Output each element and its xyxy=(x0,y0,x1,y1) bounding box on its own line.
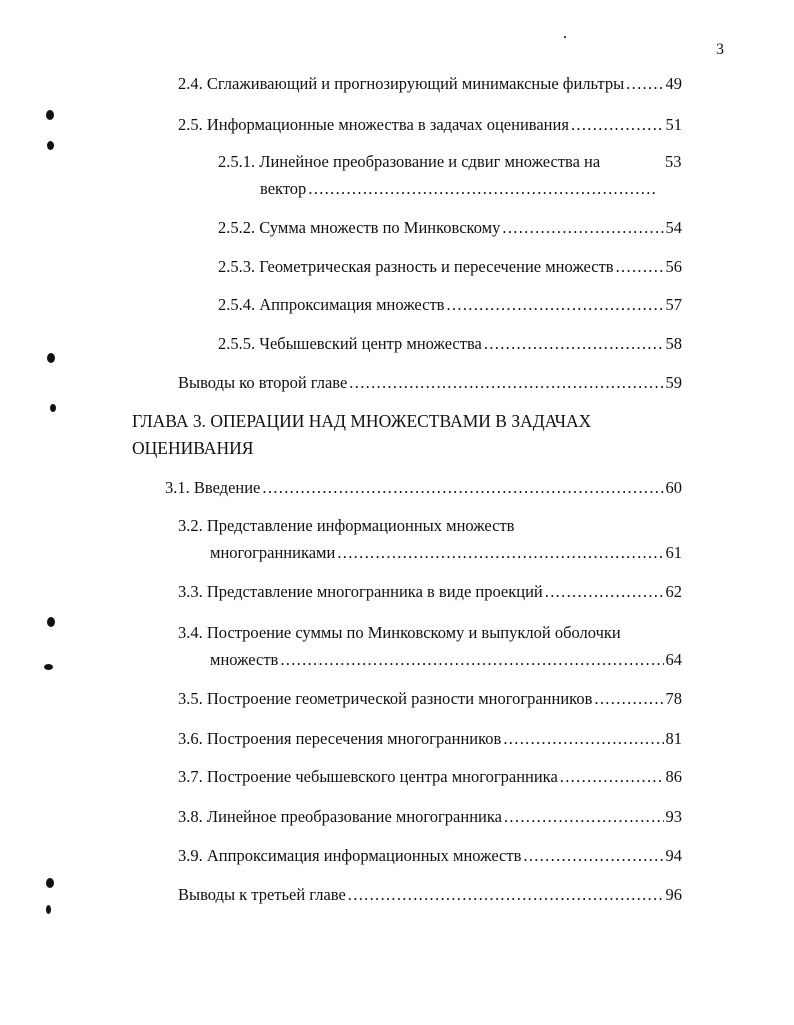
toc-title: 3.7. Построение чебышевского центра многогранника xyxy=(178,767,558,786)
toc-entry-3-4 xyxy=(210,650,682,670)
scan-speck xyxy=(46,905,51,914)
toc-entry-2-4 xyxy=(178,74,682,94)
toc-entry-2-5-4 xyxy=(218,295,682,315)
toc-title-cont: многогранниками xyxy=(210,543,336,562)
toc-title: 2.5.3. Геометрическая разность и пересечение множеств xyxy=(218,257,614,276)
toc-page: 64 xyxy=(665,650,682,669)
toc-page: 78 xyxy=(665,689,682,708)
toc-title: 2.5.1. Линейное преобразование и сдвиг множества на xyxy=(218,152,601,171)
toc-title: 3.2. Представление информационных множеств xyxy=(178,516,515,535)
toc-title: Выводы ко второй главе xyxy=(178,373,348,392)
toc-entry-2-5-5 xyxy=(218,334,682,354)
chapter-heading-cont: ОЦЕНИВАНИЯ xyxy=(132,438,254,458)
toc-title: 3.1. Введение xyxy=(165,478,261,497)
toc-page: 96 xyxy=(665,885,682,904)
scan-speck xyxy=(564,36,566,38)
toc-entry-2-5-3 xyxy=(218,257,682,277)
toc-page: 62 xyxy=(665,582,682,601)
toc-page: 86 xyxy=(665,767,682,786)
toc-entry-3-7 xyxy=(178,767,682,787)
toc-title: 3.4. Построение суммы по Минковскому и выпуклой оболочки xyxy=(178,623,621,642)
scan-speck xyxy=(46,878,54,888)
toc-page: 93 xyxy=(665,807,682,826)
toc-entry-3-3 xyxy=(178,582,682,602)
toc-title-cont: множеств xyxy=(210,650,279,669)
toc-title: 3.6. Построения пересечения многогранников xyxy=(178,729,502,748)
toc-entry-3-1 xyxy=(165,478,682,498)
toc-entry-3-9 xyxy=(178,846,682,866)
toc-page: 53 xyxy=(665,152,682,171)
scan-speck xyxy=(47,617,55,627)
toc-page: 58 xyxy=(665,334,682,353)
toc-entry-2-5-1-cont xyxy=(260,179,660,199)
toc-page: 61 xyxy=(665,543,682,562)
toc-page: 54 xyxy=(665,218,682,237)
page-number: 3 xyxy=(716,41,724,58)
toc-title: 2.4. Сглаживающий и прогнозирующий минимаксные фильтры xyxy=(178,74,625,93)
scan-speck xyxy=(50,404,56,412)
toc-title: 2.5.4. Аппроксимация множеств xyxy=(218,295,445,314)
toc-page: 94 xyxy=(665,846,682,865)
toc-title: 2.5.2. Сумма множеств по Минковскому xyxy=(218,218,501,237)
scan-speck xyxy=(46,110,54,120)
toc-entry-3-2 xyxy=(210,543,682,563)
toc-page: 49 xyxy=(665,74,682,93)
toc-title: 3.5. Построение геометрической разности многогранников xyxy=(178,689,593,708)
toc-entry-2-5-2 xyxy=(218,218,682,238)
toc-page: 81 xyxy=(665,729,682,748)
toc-entry-conclusions-2 xyxy=(178,373,682,393)
scan-speck xyxy=(47,141,54,150)
toc-entry-3-5 xyxy=(178,689,682,709)
toc-page: 51 xyxy=(665,115,682,134)
toc-title: 2.5.5. Чебышевский центр множества xyxy=(218,334,482,353)
toc-title: 3.8. Линейное преобразование многогранника xyxy=(178,807,502,826)
toc-title: 3.9. Аппроксимация информационных множеств xyxy=(178,846,522,865)
chapter-heading: ГЛАВА 3. ОПЕРАЦИИ НАД МНОЖЕСТВАМИ В ЗАДАЧАХ xyxy=(132,411,592,431)
scan-speck xyxy=(44,664,53,670)
toc-page: 59 xyxy=(665,373,682,392)
toc-entry-3-8 xyxy=(178,807,682,827)
toc-page: 56 xyxy=(665,257,682,276)
toc-title: Выводы к третьей главе xyxy=(178,885,346,904)
toc-page: 57 xyxy=(665,295,682,314)
toc-entry-2-5 xyxy=(178,115,682,135)
toc-title-cont: вектор xyxy=(260,179,307,198)
toc-entry-conclusions-3 xyxy=(178,885,682,905)
toc-page: 60 xyxy=(665,478,682,497)
toc-title: 2.5. Информационные множества в задачах оценивания xyxy=(178,115,569,134)
scan-speck xyxy=(47,353,55,363)
toc-title: 3.3. Представление многогранника в виде проекций xyxy=(178,582,543,601)
toc-entry-3-6 xyxy=(178,729,682,749)
